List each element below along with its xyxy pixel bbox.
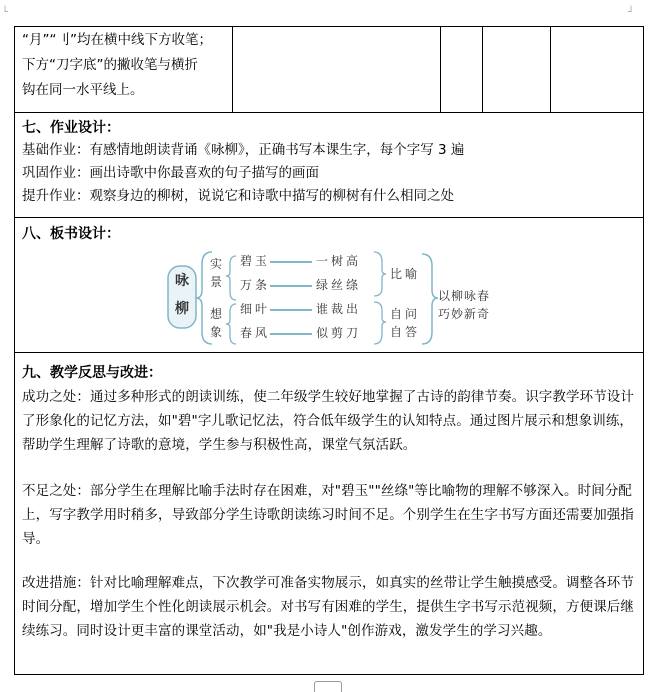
board-row-left: 春风 xyxy=(240,326,271,340)
table-rule xyxy=(14,352,644,353)
table-col-divider xyxy=(482,26,483,112)
table-rule xyxy=(14,674,644,675)
board-row-right: 谁裁出 xyxy=(316,302,362,316)
board-row-right: 似剪刀 xyxy=(316,326,362,340)
table-col-divider xyxy=(232,26,233,112)
homework-item: 提升作业：观察身边的柳树，说说它和诗歌中描写的柳树有什么相同之处 xyxy=(22,188,454,204)
brace-bottom-icon xyxy=(226,304,236,344)
top-cell-line: “月”“刂”均在横中线下方收笔； xyxy=(22,32,212,48)
board-row-right: 绿丝绦 xyxy=(316,278,362,292)
homework-item: 巩固作业：画出诗歌中你最喜欢的句子描写的画面 xyxy=(22,165,319,181)
reflection-paragraph: 成功之处：通过多种形式的朗读训练，使二年级学生较好地掌握了古诗的韵律节奏。识字教学环节设计了形象化的记忆方法，如"碧"字儿歌记忆法，符合低年级学生的认知特点。通过图片展示和想象训练，帮助学生理解了诗歌的意境，学生参与积极性高，课堂气氛活跃。 xyxy=(22,389,634,453)
brace-top-icon xyxy=(226,256,236,300)
table-border-left xyxy=(14,26,15,675)
group-label-char: 实 xyxy=(210,257,223,271)
group-label-char: 想 xyxy=(210,307,223,321)
reflection-paragraph: 不足之处：部分学生在理解比喻手法时存在困难，对"碧玉""丝绦"等比喻物的理解不够深入。时间分配上，写字教学用时稍多，导致部分学生诗歌朗读练习时间不足。个别学生在生字书写方面还需要加强指导。 xyxy=(22,483,634,547)
reflection-paragraph: 改进措施：针对比喻理解难点，下次教学可准备实物展示，如真实的丝带让学生触摸感受。调整各环节时间分配，增加学生个性化朗读展示机会。对书写有困难的学生，提供生字书写示范视频，方便课后继续练习。同时设计更丰富的课堂活动，如"我是小诗人"创作游戏，激发学生的学习兴趣。 xyxy=(22,575,634,639)
brace-right-top-icon xyxy=(374,252,386,296)
board-title-char: 柳 xyxy=(175,301,189,317)
group-label-char: 景 xyxy=(210,275,223,289)
group-label-char: 象 xyxy=(210,325,223,339)
board-tag-metaphor: 比喻 xyxy=(390,267,421,281)
board-tag-self-qa: 自答 xyxy=(390,325,421,339)
board-title-char: 咏 xyxy=(175,273,189,289)
board-row-right: 一树高 xyxy=(316,254,362,268)
brace-outer-right-icon xyxy=(422,254,438,344)
board-row-left: 万条 xyxy=(240,278,271,292)
top-cell-line: 钩在同一水平线上。 xyxy=(22,82,144,98)
board-tag-self-qa: 自问 xyxy=(390,307,421,321)
table-col-divider xyxy=(550,26,551,112)
section-9-title: 九、教学反思与改进： xyxy=(22,365,162,381)
document-table xyxy=(14,26,644,676)
page-corner-mark-right: ┘ xyxy=(628,7,635,18)
page-corner-mark-left: └ xyxy=(2,7,9,18)
section-7-title: 七、作业设计： xyxy=(22,120,120,136)
blackboard-design xyxy=(164,248,494,348)
table-rule xyxy=(14,217,644,218)
table-col-divider xyxy=(440,26,441,112)
brace-right-bottom-icon xyxy=(374,302,386,344)
homework-item: 基础作业：有感情地朗读背诵《咏柳》，正确书写本课生字，每个字写 3 遍 xyxy=(22,142,465,158)
board-summary: 巧妙新奇 xyxy=(438,307,491,321)
top-cell-line: 下方“刀字底”的撇收笔与横折 xyxy=(22,57,198,73)
board-summary: 以柳咏春 xyxy=(438,289,491,303)
board-row-left: 碧玉 xyxy=(240,254,271,268)
table-rule xyxy=(14,112,644,113)
section-8-title: 八、板书设计： xyxy=(22,226,120,242)
board-row-left: 细叶 xyxy=(240,302,271,316)
table-border-right xyxy=(643,26,644,675)
page-footer-tab xyxy=(314,681,342,692)
